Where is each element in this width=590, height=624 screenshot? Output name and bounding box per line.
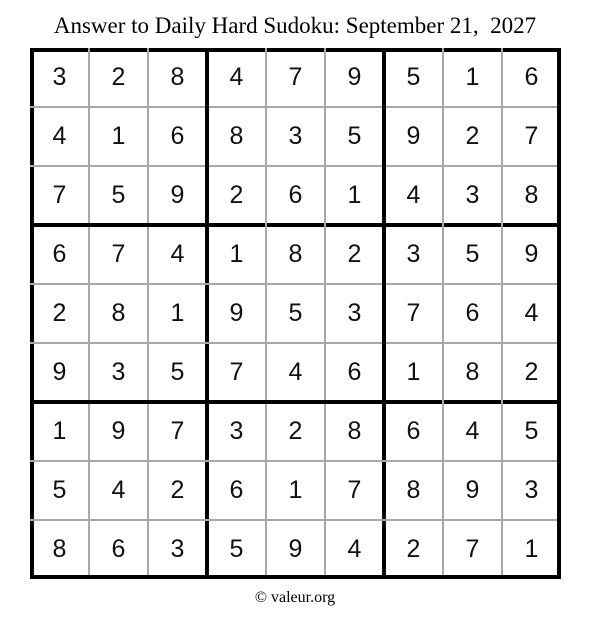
sudoku-cell-r8c3: 2 — [170, 476, 185, 504]
sudoku-cell-r4c2: 7 — [111, 240, 126, 268]
sudoku-cell-r6c8: 8 — [465, 358, 480, 386]
sudoku-cell-r9c9: 1 — [524, 535, 539, 563]
sudoku-cell-r5c6: 3 — [347, 299, 362, 327]
cell-divider-horizontal — [30, 460, 561, 462]
sudoku-cell-r1c6: 9 — [347, 63, 362, 91]
box-divider-horizontal — [30, 223, 561, 227]
sudoku-cell-r4c1: 6 — [52, 240, 67, 268]
sudoku-cell-r7c5: 2 — [288, 417, 303, 445]
sudoku-cell-r8c7: 8 — [406, 476, 421, 504]
sudoku-cell-r4c4: 1 — [229, 240, 244, 268]
sudoku-cell-r2c2: 1 — [111, 122, 126, 150]
sudoku-cell-r3c3: 9 — [170, 181, 185, 209]
sudoku-cell-r6c9: 2 — [524, 358, 539, 386]
sudoku-cell-r9c1: 8 — [52, 535, 67, 563]
sudoku-cell-r4c3: 4 — [170, 240, 185, 268]
sudoku-cell-r2c4: 8 — [229, 122, 244, 150]
sudoku-cell-r9c3: 3 — [170, 535, 185, 563]
sudoku-cell-r8c4: 6 — [229, 476, 244, 504]
sudoku-grid — [30, 48, 561, 579]
sudoku-cell-r1c3: 8 — [170, 63, 185, 91]
sudoku-cell-r2c5: 3 — [288, 122, 303, 150]
sudoku-cell-r8c1: 5 — [52, 476, 67, 504]
box-divider-horizontal — [30, 400, 561, 404]
sudoku-cell-r7c3: 7 — [170, 417, 185, 445]
sudoku-cell-r7c7: 6 — [406, 417, 421, 445]
sudoku-cell-r8c8: 9 — [465, 476, 480, 504]
sudoku-cell-r7c9: 5 — [524, 417, 539, 445]
cell-divider-horizontal — [30, 106, 561, 108]
sudoku-cell-r9c4: 5 — [229, 535, 244, 563]
sudoku-cell-r6c1: 9 — [52, 358, 67, 386]
cell-divider-vertical — [265, 48, 267, 579]
sudoku-cell-r1c5: 7 — [288, 63, 303, 91]
sudoku-cell-r7c1: 1 — [52, 417, 67, 445]
sudoku-cell-r1c7: 5 — [406, 63, 421, 91]
sudoku-cell-r6c5: 4 — [288, 358, 303, 386]
sudoku-cell-r4c7: 3 — [406, 240, 421, 268]
sudoku-cell-r2c1: 4 — [52, 122, 67, 150]
sudoku-cell-r4c8: 5 — [465, 240, 480, 268]
sudoku-cell-r9c7: 2 — [406, 535, 421, 563]
sudoku-cell-r5c1: 2 — [52, 299, 67, 327]
sudoku-cell-r9c5: 9 — [288, 535, 303, 563]
sudoku-cell-r1c9: 6 — [524, 63, 539, 91]
box-divider-vertical — [30, 48, 34, 579]
sudoku-cell-r6c3: 5 — [170, 358, 185, 386]
sudoku-cell-r3c5: 6 — [288, 181, 303, 209]
cell-divider-horizontal — [30, 519, 561, 521]
sudoku-cell-r2c7: 9 — [406, 122, 421, 150]
cell-divider-vertical — [324, 48, 326, 579]
sudoku-cell-r1c2: 2 — [111, 63, 126, 91]
page-title: Answer to Daily Hard Sudoku: September 21, 2027 — [53, 13, 537, 38]
sudoku-cell-r4c6: 2 — [347, 240, 362, 268]
sudoku-cell-r1c8: 1 — [465, 63, 480, 91]
sudoku-cell-r4c9: 9 — [524, 240, 539, 268]
sudoku-cell-r6c6: 6 — [347, 358, 362, 386]
box-divider-vertical — [557, 48, 561, 579]
sudoku-cell-r3c2: 5 — [111, 181, 126, 209]
sudoku-cell-r8c5: 1 — [288, 476, 303, 504]
sudoku-cell-r8c6: 7 — [347, 476, 362, 504]
copyright-footer: © valeur.org — [254, 589, 336, 606]
sudoku-cell-r2c9: 7 — [524, 122, 539, 150]
sudoku-cell-r7c2: 9 — [111, 417, 126, 445]
sudoku-cell-r8c2: 4 — [111, 476, 126, 504]
sudoku-cell-r3c8: 3 — [465, 181, 480, 209]
cell-divider-horizontal — [30, 342, 561, 344]
sudoku-cell-r5c8: 6 — [465, 299, 480, 327]
box-divider-horizontal — [30, 575, 561, 579]
sudoku-cell-r2c3: 6 — [170, 122, 185, 150]
sudoku-cell-r5c7: 7 — [406, 299, 421, 327]
sudoku-cell-r6c4: 7 — [229, 358, 244, 386]
sudoku-cell-r3c1: 7 — [52, 181, 67, 209]
sudoku-cell-r3c9: 8 — [524, 181, 539, 209]
sudoku-cell-r3c6: 1 — [347, 181, 362, 209]
sudoku-cell-r9c6: 4 — [347, 535, 362, 563]
sudoku-cell-r2c8: 2 — [465, 122, 480, 150]
sudoku-cell-r9c2: 6 — [111, 535, 126, 563]
cell-divider-vertical — [501, 48, 503, 579]
sudoku-cell-r5c5: 5 — [288, 299, 303, 327]
sudoku-cell-r1c1: 3 — [52, 63, 67, 91]
sudoku-cell-r5c2: 8 — [111, 299, 126, 327]
sudoku-cell-r6c2: 3 — [111, 358, 126, 386]
sudoku-cell-r7c8: 4 — [465, 417, 480, 445]
sudoku-cell-r5c3: 1 — [170, 299, 185, 327]
sudoku-cell-r5c4: 9 — [229, 299, 244, 327]
sudoku-cell-r3c4: 2 — [229, 181, 244, 209]
sudoku-cell-r7c6: 8 — [347, 417, 362, 445]
sudoku-cell-r4c5: 8 — [288, 240, 303, 268]
sudoku-cell-r9c8: 7 — [465, 535, 480, 563]
cell-divider-horizontal — [30, 283, 561, 285]
cell-divider-vertical — [442, 48, 444, 579]
box-divider-vertical — [382, 48, 386, 579]
sudoku-cell-r2c6: 5 — [347, 122, 362, 150]
box-divider-vertical — [205, 48, 209, 579]
sudoku-cell-r7c4: 3 — [229, 417, 244, 445]
cell-divider-vertical — [147, 48, 149, 579]
sudoku-cell-r6c7: 1 — [406, 358, 421, 386]
cell-divider-horizontal — [30, 165, 561, 167]
sudoku-cell-r8c9: 3 — [524, 476, 539, 504]
sudoku-cell-r1c4: 4 — [229, 63, 244, 91]
box-divider-horizontal — [30, 48, 561, 52]
sudoku-cell-r3c7: 4 — [406, 181, 421, 209]
sudoku-cell-r5c9: 4 — [524, 299, 539, 327]
cell-divider-vertical — [88, 48, 90, 579]
